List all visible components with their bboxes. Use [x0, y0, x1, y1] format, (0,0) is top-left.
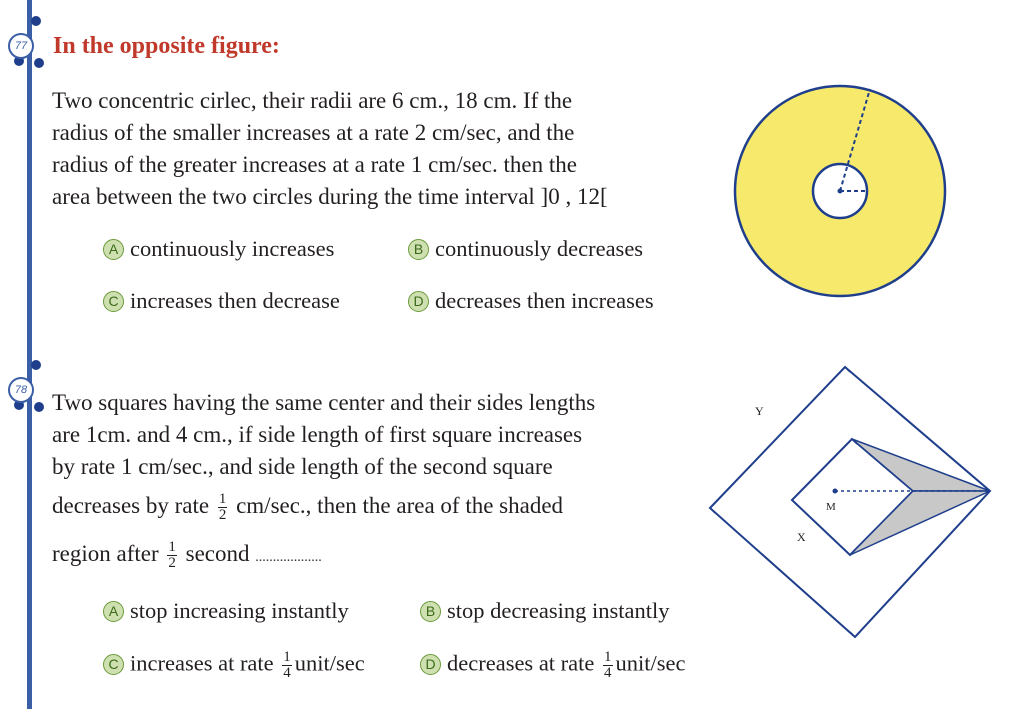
label-x: X [797, 530, 806, 544]
concentric-circles-figure [728, 75, 953, 300]
decor-dot [31, 360, 41, 370]
option-d[interactable] [408, 288, 654, 314]
text-part: decreases by rate [52, 493, 210, 518]
option-letter: B [420, 601, 441, 622]
fraction [603, 650, 613, 681]
text-part: region after [52, 541, 159, 566]
option-letter: C [103, 654, 124, 675]
option-c[interactable] [103, 288, 340, 314]
question-number-badge: 78 [8, 377, 34, 403]
denominator: 4 [604, 665, 612, 681]
fraction [167, 540, 177, 571]
answer-blank: ................... [255, 550, 322, 565]
option-letter: A [103, 601, 124, 622]
shaded-region-bottom [850, 491, 990, 555]
option-text: decreases at rate [447, 650, 595, 676]
center-point [838, 189, 843, 194]
option-text: decreases then increases [435, 288, 654, 313]
text-line: Two squares having the same center and their sides lengths [52, 390, 596, 415]
center-point [833, 489, 838, 494]
option-text: continuously decreases [435, 236, 644, 261]
decor-dot [34, 58, 44, 68]
text-line: area between the two circles during the time interval ]0 , 12[ [52, 184, 608, 209]
option-letter: A [103, 239, 124, 260]
option-text: unit/sec [615, 650, 686, 676]
question-number-badge: 77 [8, 33, 34, 59]
question-heading: In the opposite figure: [53, 33, 280, 59]
option-text: unit/sec [294, 650, 365, 676]
option-a[interactable] [103, 236, 334, 262]
right-angle-mark [850, 632, 860, 637]
shaded-region-top [852, 439, 990, 491]
numerator: 1 [604, 649, 612, 665]
denominator: 4 [283, 665, 291, 681]
right-angle-mark [845, 550, 855, 555]
decor-dot [34, 402, 44, 412]
option-d[interactable] [420, 650, 686, 681]
text-line: Two concentric cirlec, their radii are 6 cm., 18 cm. If the [52, 88, 573, 113]
option-text: increases at rate [130, 650, 274, 676]
label-m: M [826, 501, 836, 513]
numerator: 1 [218, 491, 227, 508]
text-line: are 1cm. and 4 cm., if side length of first square increases [52, 422, 583, 447]
option-text: stop increasing instantly [130, 598, 349, 623]
text-line: radius of the smaller increases at a rate 2 cm/sec, and the [52, 120, 575, 145]
option-letter: C [103, 291, 124, 312]
option-letter: D [408, 291, 429, 312]
text-line [52, 490, 656, 523]
text-line: radius of the greater increases at a rate 1 cm/sec. then the [52, 152, 577, 177]
option-text: continuously increases [130, 236, 335, 261]
text-line [52, 538, 322, 574]
right-angle-mark [840, 367, 850, 372]
denominator: 2 [218, 507, 227, 524]
two-squares-figure [700, 355, 1005, 650]
option-text: stop decreasing instantly [447, 598, 670, 623]
right-angle-mark [792, 495, 797, 505]
text-part: second [185, 541, 250, 566]
decor-dot [31, 16, 41, 26]
question-77-text [52, 85, 662, 213]
question-78-text [52, 387, 662, 483]
numerator: 1 [283, 649, 291, 665]
label-y: Y [755, 404, 764, 418]
margin-rail [27, 0, 32, 709]
denominator: 2 [168, 555, 176, 572]
option-b[interactable] [420, 598, 669, 624]
text-line: by rate 1 cm/sec., and side length of the second square [52, 454, 553, 479]
numerator: 1 [168, 539, 176, 556]
fraction [218, 492, 228, 523]
fraction [282, 650, 292, 681]
option-letter: D [420, 654, 441, 675]
text-part: cm/sec., then the area of the shaded [236, 493, 564, 518]
option-b[interactable] [408, 236, 643, 262]
option-letter: B [408, 239, 429, 260]
option-text: increases then decrease [130, 288, 340, 313]
option-c[interactable] [103, 650, 365, 681]
right-angle-mark [710, 503, 715, 513]
option-a[interactable] [103, 598, 349, 624]
